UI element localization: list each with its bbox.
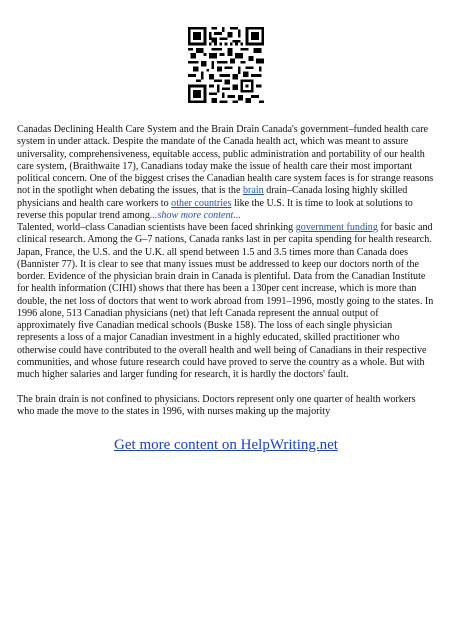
link-other-countries[interactable]: other countries <box>171 197 232 209</box>
paragraph-2 <box>17 222 435 381</box>
paragraph-2-text-a: Talented, world–class Canadian scientists have been faced shrinking <box>17 222 296 233</box>
paragraph-1-text-b: drain–Canada losing highly skilled physicians and health care workers to <box>17 185 408 209</box>
qr-code-icon <box>188 27 264 103</box>
paragraph-2-text-b: for basic and clinical research. Among the G–7 nations, Canada ranks last in per capita spending for health research. Japan, France, the U.S. and the U.K. all spend between 1.5 and 3.5 times more than Canada does (Bannister 77). It is clear to see that many issues must be addressed to keep our doctors north of the border. Evidence of the physician brain drain in Canada is plentiful. Data from the Canadian Institute for health information (CIHI) shows that there has been a 130per cent increase, which is more than double, the net loss of doctors that went to work abroad from 1991–1996, mostly going to the states. In 1996 alone, 513 Canadian physicians (net) that left Canada represent the annual output of approximately five Canadian medical schools (Buske 158). The loss of each single physician represents a loss of a major Canadian investment in a highly educated, skilled practitioner who otherwise could have contributed to the overall health and well being of Canadians in their respective communities, and whose future research could have proved to serve the country as a whole. But with much higher salaries and larger funding for research, it is hardly the doctors' fault. <box>17 222 434 380</box>
show-more-link[interactable]: ...show more content... <box>149 209 241 221</box>
link-brain[interactable]: brain <box>242 185 264 197</box>
get-more-content-link[interactable]: Get more content on HelpWriting.net <box>114 437 338 453</box>
link-government-funding[interactable]: government funding <box>295 222 378 233</box>
paragraph-1 <box>17 124 435 222</box>
cta-banner <box>0 437 452 454</box>
document-body <box>17 124 435 418</box>
paragraph-1-text-c: like the U.S. It is time to look at solutions to reverse this popular trend among <box>17 197 413 221</box>
paragraph-1-text-a: Canadas Declining Health Care System and the Brain Drain Canada's government–funded health care system in under attack. Despite the mandate of the Canada health act, which was meant to assure universality, comprehensiveness, equitable access, public administration and portability of our health care system, (Braithwaite 17), Canadians today make the issue of health care their most important political concern. One of the biggest crises the Canadian health care system faces is for strange reasons not in the spotlight when debating the issues, that is the <box>17 124 434 197</box>
paragraph-3: The brain drain is not confined to physicians. Doctors represent only one quarter of health workers who made the move to the states in 1996, with nurses making up the majority <box>17 393 416 417</box>
